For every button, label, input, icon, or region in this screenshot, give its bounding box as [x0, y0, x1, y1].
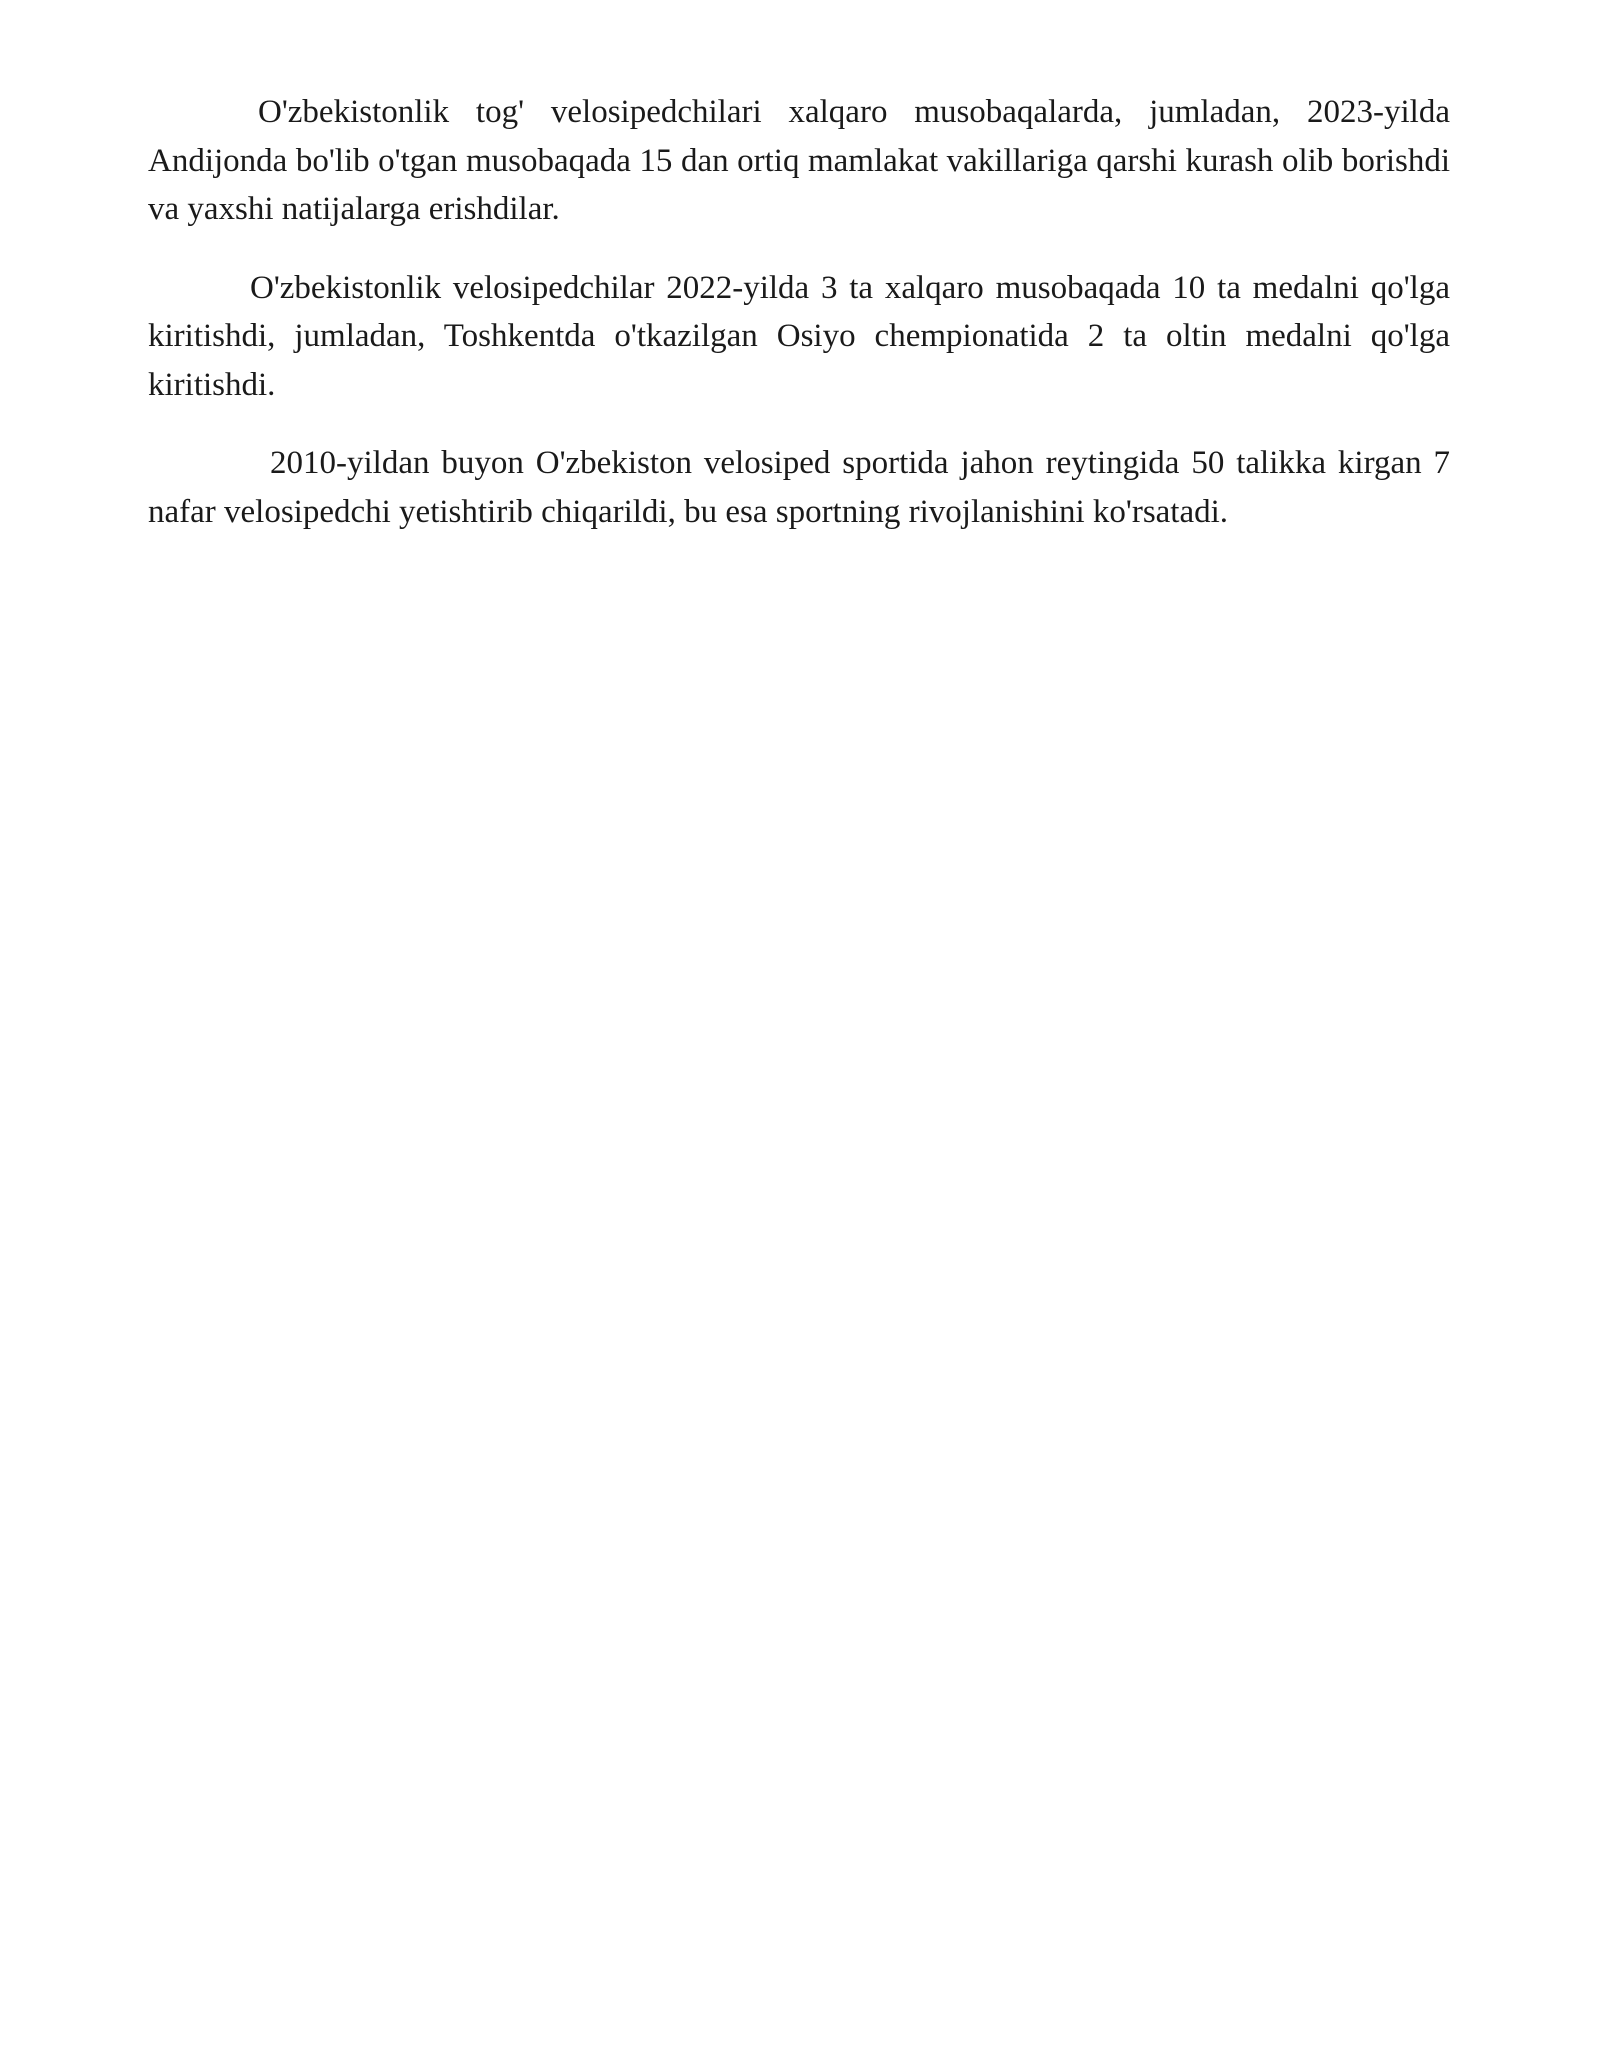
- paragraph-mountain-cyclists: O'zbekistonlik tog' velosipedchilari xalqaro musobaqalarda, jumladan, 2023-yilda Andijonda bo'lib o'tgan musobaqada 15 dan ortiq mamlakat vakillariga qarshi kurash olib borishdi va yaxshi natijalarga erishdilar.: [148, 94, 1450, 227]
- paragraph-medals-2022: O'zbekistonlik velosipedchilar 2022-yilda 3 ta xalqaro musobaqada 10 ta medalni qo'lga kiritishdi, jumladan, Toshkentda o'tkazilgan Osiyo chempionatida 2 ta oltin medalni qo'lga kiritishdi.: [148, 269, 1450, 403]
- document-body: [148, 88, 1450, 566]
- paragraph-world-ranking: 2010-yildan buyon O'zbekiston velosiped sportida jahon reytingida 50 talikka kirgan 7 nafar velosipedchi yetishtirib chiqarildi, bu esa sportning rivojlanishini ko'rsatadi.: [148, 445, 1450, 530]
